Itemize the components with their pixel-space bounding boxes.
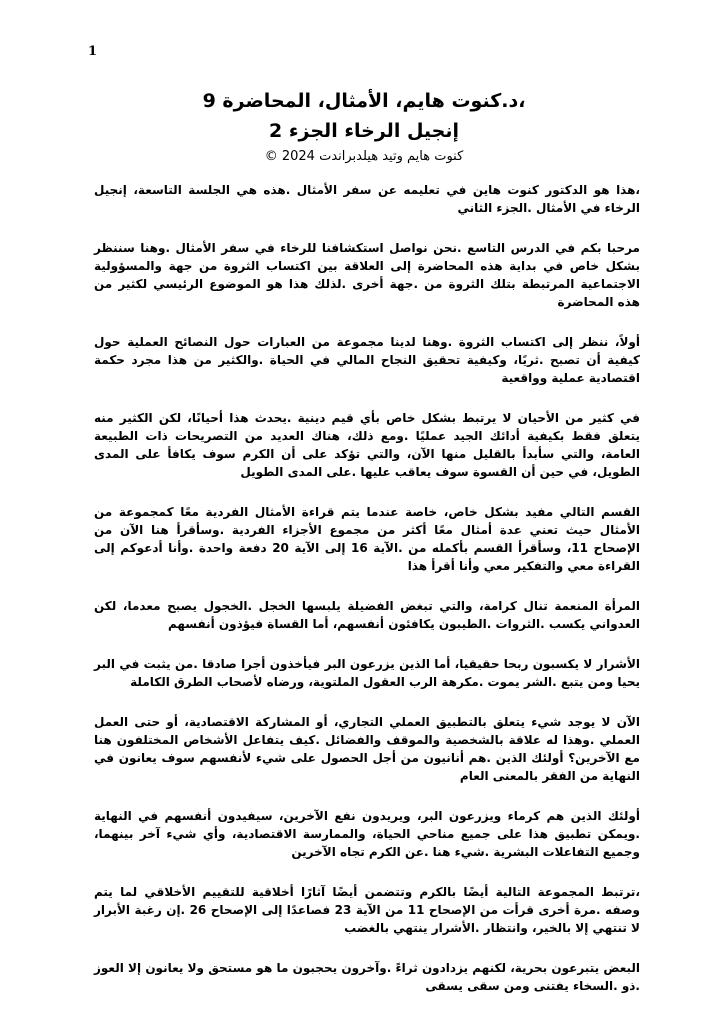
paragraph: ،هذا هو الدكتور كنوت هاين في تعليمه عن سفر الأمثال .هذه هي الجلسة التاسعة، إنجيل الرخاء في الأمثال .الجزء الثاني (94, 183, 640, 215)
copyright-line: كنوت هايم وتيد هيلدبراندت 2024 © (264, 149, 464, 164)
lecture-subtitle-title: إنجيل الرخاء الجزء 2 (268, 120, 459, 142)
paragraph: المرأة المنعمة تنال كرامة، والتي تبغض الفضيلة يلبسها الخجل .الخجول يصبح معدما، لكن العدواني يكسب .الثروات .الطيبون يكافئون أنفسهم، أما القساة فيؤذون أنفسهم (94, 599, 640, 631)
paragraph: مرحبا بكم في الدرس التاسع .نحن نواصل استكشافنا للرخاء في سفر الأمثال .وهنا سننظر بشكل خاص في بداية هذه المحاضرة إلى العلاقة بين اكتساب الثروة من جهة والمسؤولية الاجتماعية المرتبطة بتلك الثروة من .جهة أخرى .لذلك هذا هو الموضوع الرئيسي لكثير من هذه المحاضرة (94, 241, 640, 309)
paragraph: أولئك الذين هم كرماء ويزرعون البر، ويريدون نفع الآخرين، سيفيدون أنفسهم في النهاية .ويمكن تطبيق هذا على جميع مناحي الحياة، والممارسة الاقتصادية، وأي شيء آخر بينهما، وجميع التفاعلات البشرية .شيء هنا .عن الكرم تجاه الآخرين (94, 809, 640, 859)
paragraph: في كثير من الأحيان لا يرتبط بشكل خاص بأي قيم دينية .يحدث هذا أحيانًا، لكن الكثير منه يتعلق فقط بكيفية أدائك الجيد عمليًا .ومع ذلك، هناك العديد من التصريحات ذات الطبيعة العامة، والتي سأبدأ بالقليل منها الآن، والتي تؤكد على أن الكرم سوف يكافأ على المدى الطويل، في حين أن القسوة سوف يعاقب عليها .على المدى الطويل (94, 411, 640, 479)
paragraph: أولاً، ننظر إلى اكتساب الثروة .وهنا لدينا مجموعة من العبارات حول النصائح العملية حول كيفية أن تصبح .ثريًا، وكيفية تحقيق النجاح المالي في الحياة .والكثير من هذا مجرد حكمة اقتصادية عملية وواقعية (94, 335, 640, 385)
paragraph: ،ترتبط المجموعة التالية أيضًا بالكرم وتتضمن أيضًا آثارًا أخلاقية للتقييم الأخلاقي لما يتم وصفه .مرة أخرى قرأت من الإصحاح 11 من الآية 23 فصاعدًا إلى الإصحاح 26 .إن رغبة الأبرار لا تنتهي إلا بالخير، وانتظار .الأشرار ينتهي بالغضب (94, 885, 641, 935)
lecture-title: ،د.كنوت هايم، الأمثال، المحاضرة 9 (202, 90, 526, 112)
paragraph: البعض يتبرعون بحرية، لكنهم يزدادون ثراءً .وآخرون يحجبون ما هو مستحق ولا يعانون إلا العوز .ذو .السخاء يفتنى ومن سقى يسقى (94, 961, 640, 993)
paragraph: القسم التالي مفيد بشكل خاص، خاصة عندما يتم قراءة الأمثال الفردية معًا كمجموعة من الأمثال حيث تعني عدة أمثال معًا أكثر من مجموع الأجزاء الفردية .وسأقرأ هنا الآن من الإصحاح 11، وسأقرأ القسم بأكمله من .الآية 16 إلى الآية 20 دفعة واحدة .وأنا أدعوكم إلى القراءة معي والتفكير معي وأنا أقرأ هذا (94, 505, 640, 573)
paragraph: الآن لا يوجد شيء يتعلق بالتطبيق العملي التجاري، أو المشاركة الاقتصادية، أو حتى العمل العملي .وهذا له علاقة بالشخصية والموقف والفضائل .كيف يتفاعل الأشخاص المختلفون هنا مع الآخرين؟ أولئك الذين .هم أنانيون من أجل الحصول على شيء لأنفسهم سوف يعانون في النهاية من الفقر بالمعنى العام (94, 715, 640, 783)
document-body (94, 181, 640, 1017)
paragraph: الأشرار لا يكسبون ربحا حقيقيا، أما الذين يزرعون البر فيأخذون أجرا صادقا .من يثبت في البر يحيا ومن يتبع .الشر يموت .مكرهة الرب العقول الملتوية، ورضاه لأصحاب الطرق الكاملة (94, 657, 640, 689)
title-block (90, 86, 638, 168)
page-number: 1 (88, 44, 98, 59)
